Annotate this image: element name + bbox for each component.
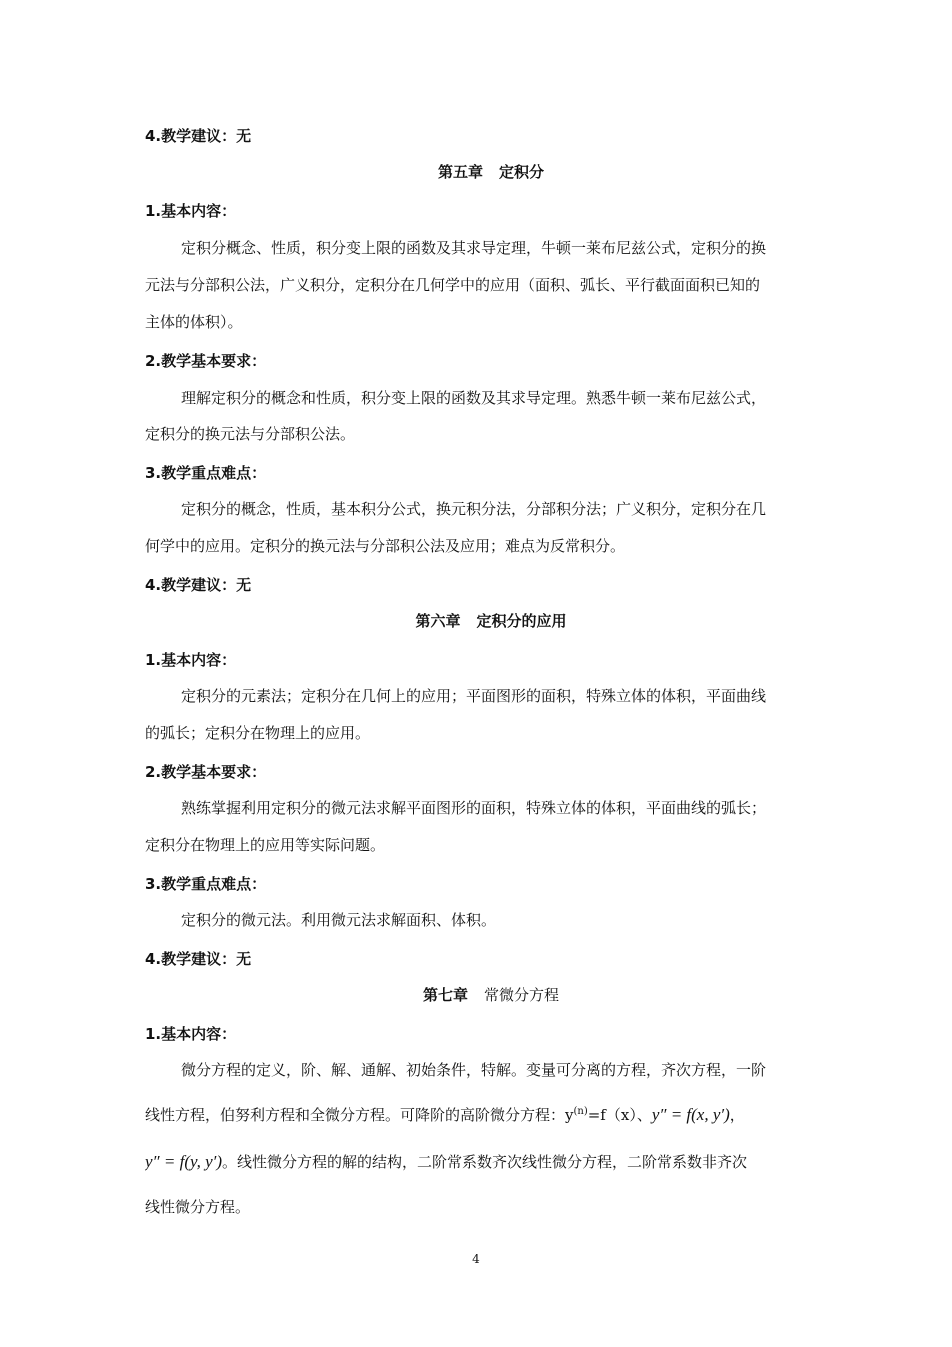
ch6-basic-line: 的弧长；定积分在物理上的应用。: [145, 724, 371, 742]
ch5-basic-line: 主体的体积）。: [145, 313, 243, 331]
ch5-suggestion: 4.教学建议：无: [145, 576, 252, 594]
chapter-6-title: [145, 611, 837, 631]
chapter-6-name: 定积分的应用: [476, 612, 567, 630]
ch5-requirements-heading: 2.教学基本要求：: [145, 352, 267, 370]
ch5-key-points-heading: 3.教学重点难点：: [145, 464, 267, 482]
ch5-basic-line: 定积分概念、性质，积分变上限的函数及其求导定理，牛顿一莱布尼兹公式，定积分的换: [181, 239, 767, 257]
formula-y-second-f-y-y-prime: y″ = f(y, y′): [145, 1152, 223, 1171]
ch7-line2-text: 线性方程，伯努利方程和全微分方程。可降阶的高阶微分方程：y: [145, 1106, 574, 1124]
ch6-basic-heading: 1.基本内容：: [145, 651, 237, 669]
ch7-basic-line-with-formula: [145, 1152, 837, 1172]
ch7-line2-eq: =f（x）、: [587, 1106, 652, 1124]
chapter-7-name: 常微分方程: [484, 986, 560, 1004]
ch6-requirements-line: 熟练掌握利用定积分的微元法求解平面图形的面积，特殊立体的体积，平面曲线的弧长；: [181, 799, 767, 817]
ch7-basic-line: 线性微分方程。: [145, 1198, 251, 1216]
ch5-key-points-line: 何学中的应用。定积分的换元法与分部积公法及应用；难点为反常积分。: [145, 537, 626, 555]
chapter-5-number: 第五章: [437, 163, 483, 181]
ch7-line3-text: 。线性微分方程的解的结构，二阶常系数齐次线性微分方程，二阶常系数非齐次: [222, 1153, 748, 1171]
derivative-order-superscript: (n): [573, 1106, 588, 1117]
ch6-key-points-line: 定积分的微元法。利用微元法求解面积、体积。: [181, 911, 497, 929]
ch6-suggestion: 4.教学建议：无: [145, 950, 252, 968]
ch6-key-points-heading: 3.教学重点难点：: [145, 875, 267, 893]
ch5-requirements-line: 理解定积分的概念和性质，积分变上限的函数及其求导定理。熟悉牛顿一莱布尼兹公式，: [181, 389, 767, 407]
page-number: 4: [472, 1252, 480, 1266]
chapter-6-number: 第六章: [415, 612, 461, 630]
ch7-basic-line-with-formula: [145, 1102, 837, 1125]
chapter-5-title: [145, 162, 837, 182]
ch6-basic-line: 定积分的元素法；定积分在几何上的应用；平面图形的面积，特殊立体的体积，平面曲线: [181, 687, 767, 705]
ch6-requirements-heading: 2.教学基本要求：: [145, 763, 267, 781]
ch7-basic-line: 微分方程的定义，阶、解、通解、初始条件，特解。变量可分离的方程，齐次方程，一阶: [181, 1061, 767, 1079]
chapter-7-number: 第七章: [422, 986, 468, 1004]
prev-chapter-suggestion: 4.教学建议：无: [145, 127, 252, 145]
ch7-basic-heading: 1.基本内容：: [145, 1025, 237, 1043]
ch7-line2-end: ，: [729, 1106, 745, 1124]
ch5-basic-line: 元法与分部积公法，广义积分，定积分在几何学中的应用（面积、弧长、平行截面面积已知的: [145, 276, 761, 294]
ch5-key-points-line: 定积分的概念，性质，基本积分公式，换元积分法，分部积分法；广义积分，定积分在几: [181, 500, 767, 518]
ch5-requirements-line: 定积分的换元法与分部积公法。: [145, 425, 356, 443]
ch6-requirements-line: 定积分在物理上的应用等实际问题。: [145, 836, 386, 854]
ch5-basic-heading: 1.基本内容：: [145, 202, 237, 220]
chapter-7-title: [145, 985, 837, 1005]
formula-y-second-f-x-y-prime: y″ = f(x, y′): [651, 1105, 730, 1124]
chapter-5-name: 定积分: [499, 163, 545, 181]
